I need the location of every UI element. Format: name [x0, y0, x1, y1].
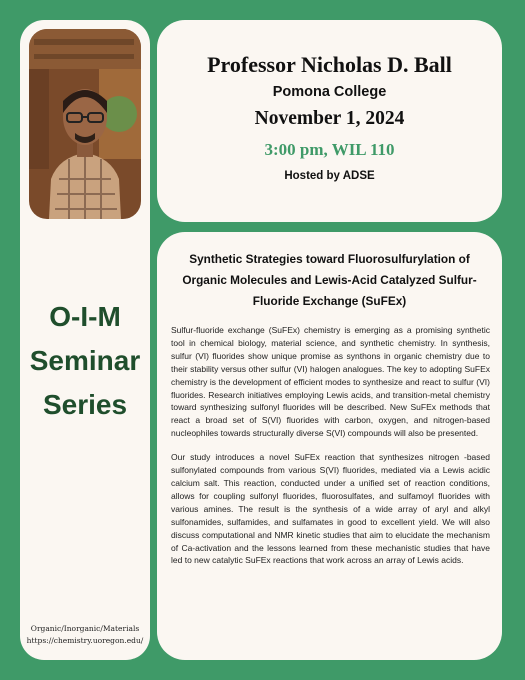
series-line-2: Seminar: [29, 345, 141, 376]
abstract-card: [157, 232, 502, 660]
speaker-photo: [29, 29, 141, 219]
footer-url[interactable]: https://chemistry.uoregon.edu/: [26, 636, 144, 645]
footer-info: [20, 623, 150, 647]
speaker-institution: Pomona College: [272, 84, 387, 100]
abstract-title: Synthetic Strategies toward Fluorosulfurylation of Organic Molecules and Lewis-Acid Catalyzed Sulfur-Fluoride Exchange (SuFEx): [182, 252, 477, 308]
abstract-paragraph-1: Sulfur-fluoride exchange (SuFEx) chemistry is emerging as a promising synthetic tool in chemical biology, material science, and synthetic chemistry. In synthesis, sulfur (VI) fluorides show unique promise as synthons in organic chemistry due to their stability versus other sulfur (VI) halogen analogues. The key to adopting SuFEx chemistry is the development of efficient modes to synthesize and react to sulfur (VI) fluorides. Research initiatives employing Lewis acids, and transition-metal chemistry toward synthesizing sulfonyl fluorides will be described. New SuFEx methods that react a broad set of S(VI) fluorides with carbon, oxygen, and nitrogen-based nucleophiles towards structurally diverse S(VI) compounds will also be presented.: [171, 325, 490, 439]
event-date: November 1, 2024: [254, 108, 405, 129]
sidebar-panel: [20, 20, 150, 660]
event-header-card: [157, 20, 502, 222]
event-time-location: 3:00 pm, WIL 110: [264, 140, 395, 159]
speaker-name: Professor Nicholas D. Ball: [207, 52, 452, 77]
event-host: Hosted by ADSE: [284, 170, 375, 182]
seminar-series-title: [20, 295, 150, 427]
series-line-3: Series: [42, 389, 128, 420]
footer-program: Organic/Inorganic/Materials: [30, 624, 140, 633]
abstract-paragraph-2: Our study introduces a novel SuFEx reaction that synthesizes nitrogen -based sulfonylated compounds from various S(VI) fluorides, mediated via a Lewis acidic calcium salt. This reaction, conducted under a unified set of reaction conditions, allows for coupling sulfonyl fluorides, fluorosulfates, and sulfamoyl fluorides with various amines. The result is the synthesis of a wide array of aryl and alkyl sulfonamides, sulfamides, and sulfamates in good to excellent yield. We will also discuss computational and NMR kinetic studies that aim to elucidate the mechanism of Ca-activation and the lessons learned from these mechanistic studies that have led to new catalytic SuFEx reactions that work across an array of Lewis acids.: [171, 452, 490, 566]
series-line-1: O-I-M: [49, 301, 121, 332]
